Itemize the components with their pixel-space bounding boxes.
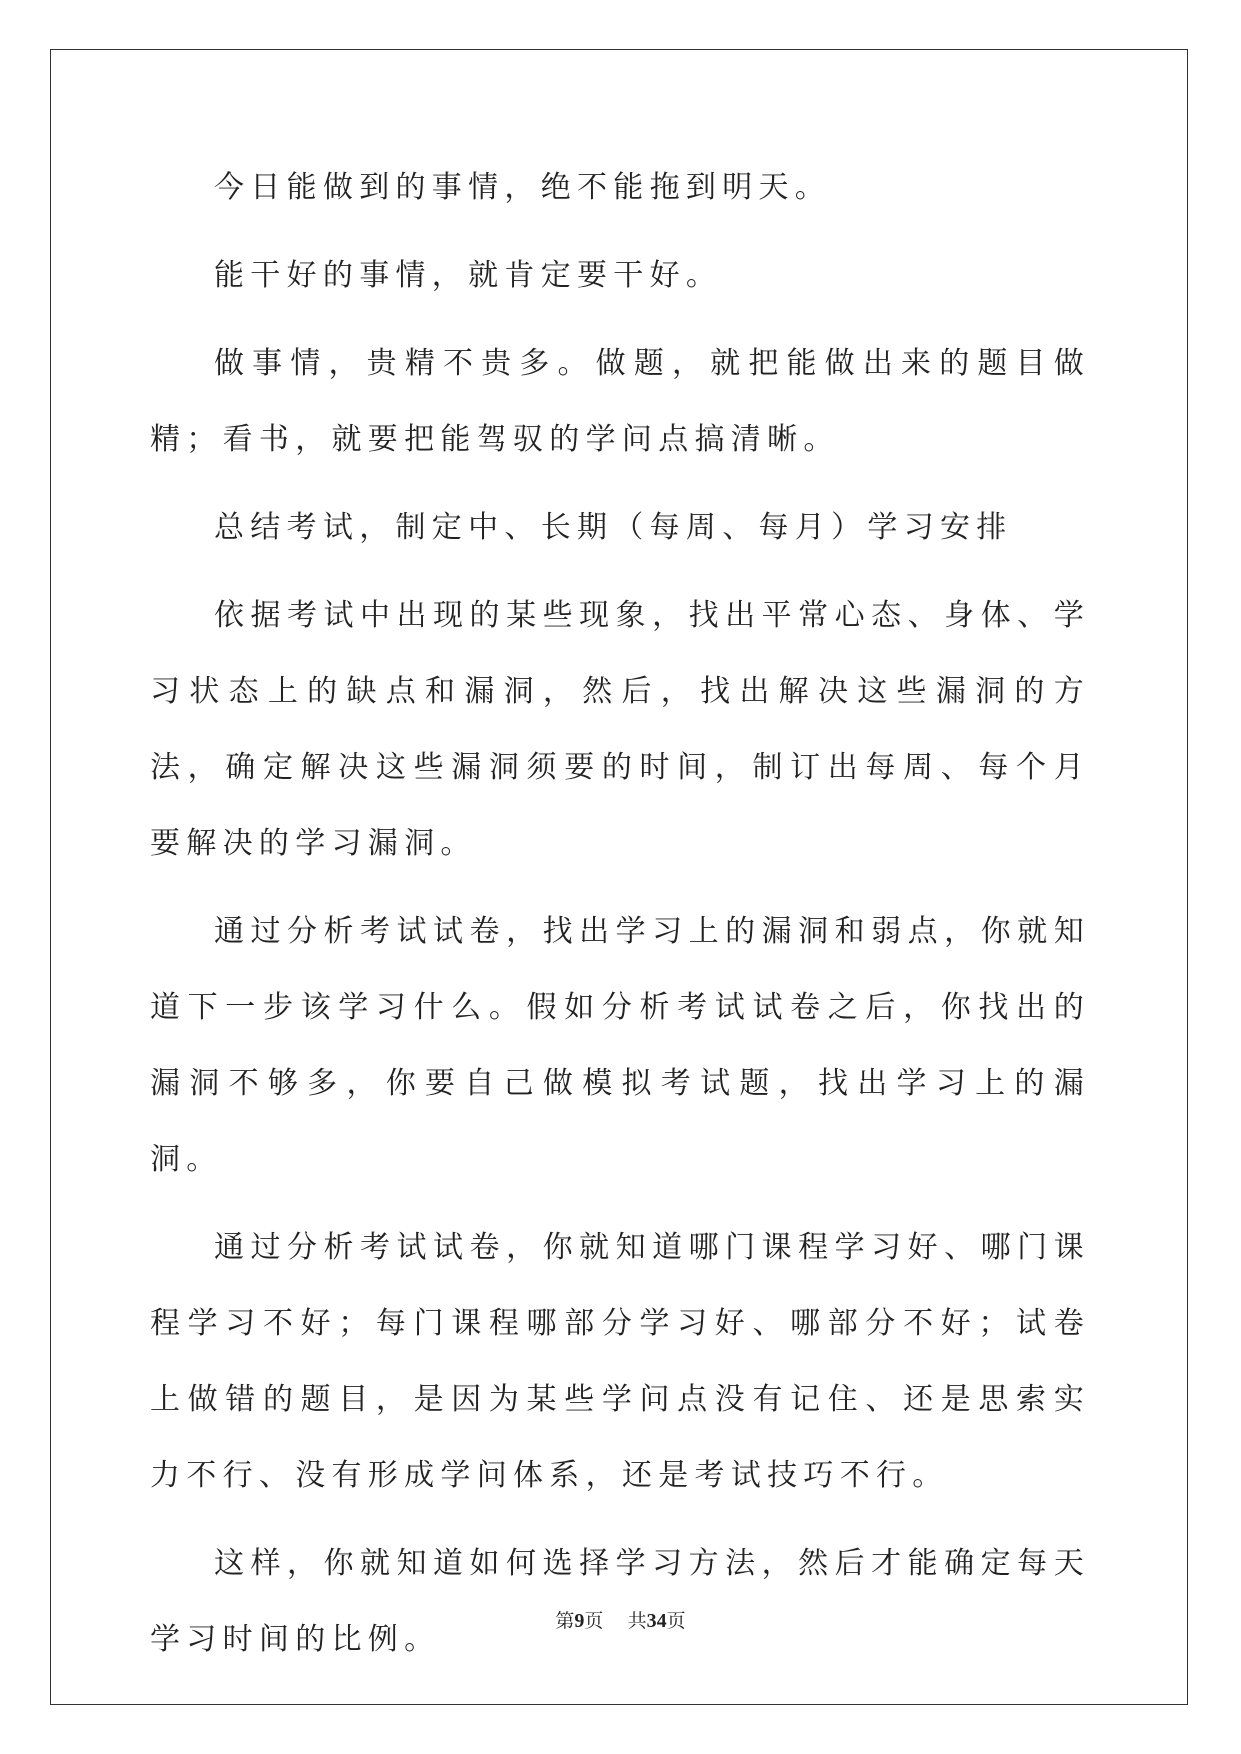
footer-total-prefix: 共 [627,1610,647,1632]
paragraph: 依据考试中出现的某些现象，找出平常心态、身体、学习状态上的缺点和漏洞，然后，找出解决这些漏洞的方法，确定解决这些漏洞须要的时间，制订出每周、每个月要解决的学习漏洞。 [150,598,1090,861]
footer-page-suffix: 页 [584,1610,604,1632]
current-page-number: 9 [574,1610,585,1632]
paragraph: 做事情，贵精不贵多。做题，就把能做出来的题目做精；看书，就要把能驾驭的学问点搞清晰。 [150,346,1090,457]
paragraph: 能干好的事情，就肯定要干好。 [214,258,723,293]
document-body [150,150,1090,1690]
footer-prefix: 第 [555,1610,575,1632]
footer-total-suffix: 页 [666,1610,686,1632]
paragraph: 今日能做到的事情，绝不能拖到明天。 [214,170,832,205]
total-page-count: 34 [646,1610,667,1632]
paragraph: 这样，你就知道如何选择学习方法，然后才能确定每天学习时间的比例。 [150,1546,1090,1657]
paragraph: 总结考试，制定中、长期（每周、每月）学习安排 [214,510,1013,545]
paragraph: 通过分析考试试卷，找出学习上的漏洞和弱点，你就知道下一步该学习什么。假如分析考试试卷之后，你找出的漏洞不够多，你要自己做模拟考试题，找出学习上的漏洞。 [150,914,1090,1177]
page-footer [0,1606,1241,1633]
paragraph: 通过分析考试试卷，你就知道哪门课程学习好、哪门课程学习不好；每门课程哪部分学习好、哪部分不好；试卷上做错的题目，是因为某些学问点没有记住、还是思索实力不行、没有形成学问体系，还是考试技巧不行。 [150,1230,1090,1493]
